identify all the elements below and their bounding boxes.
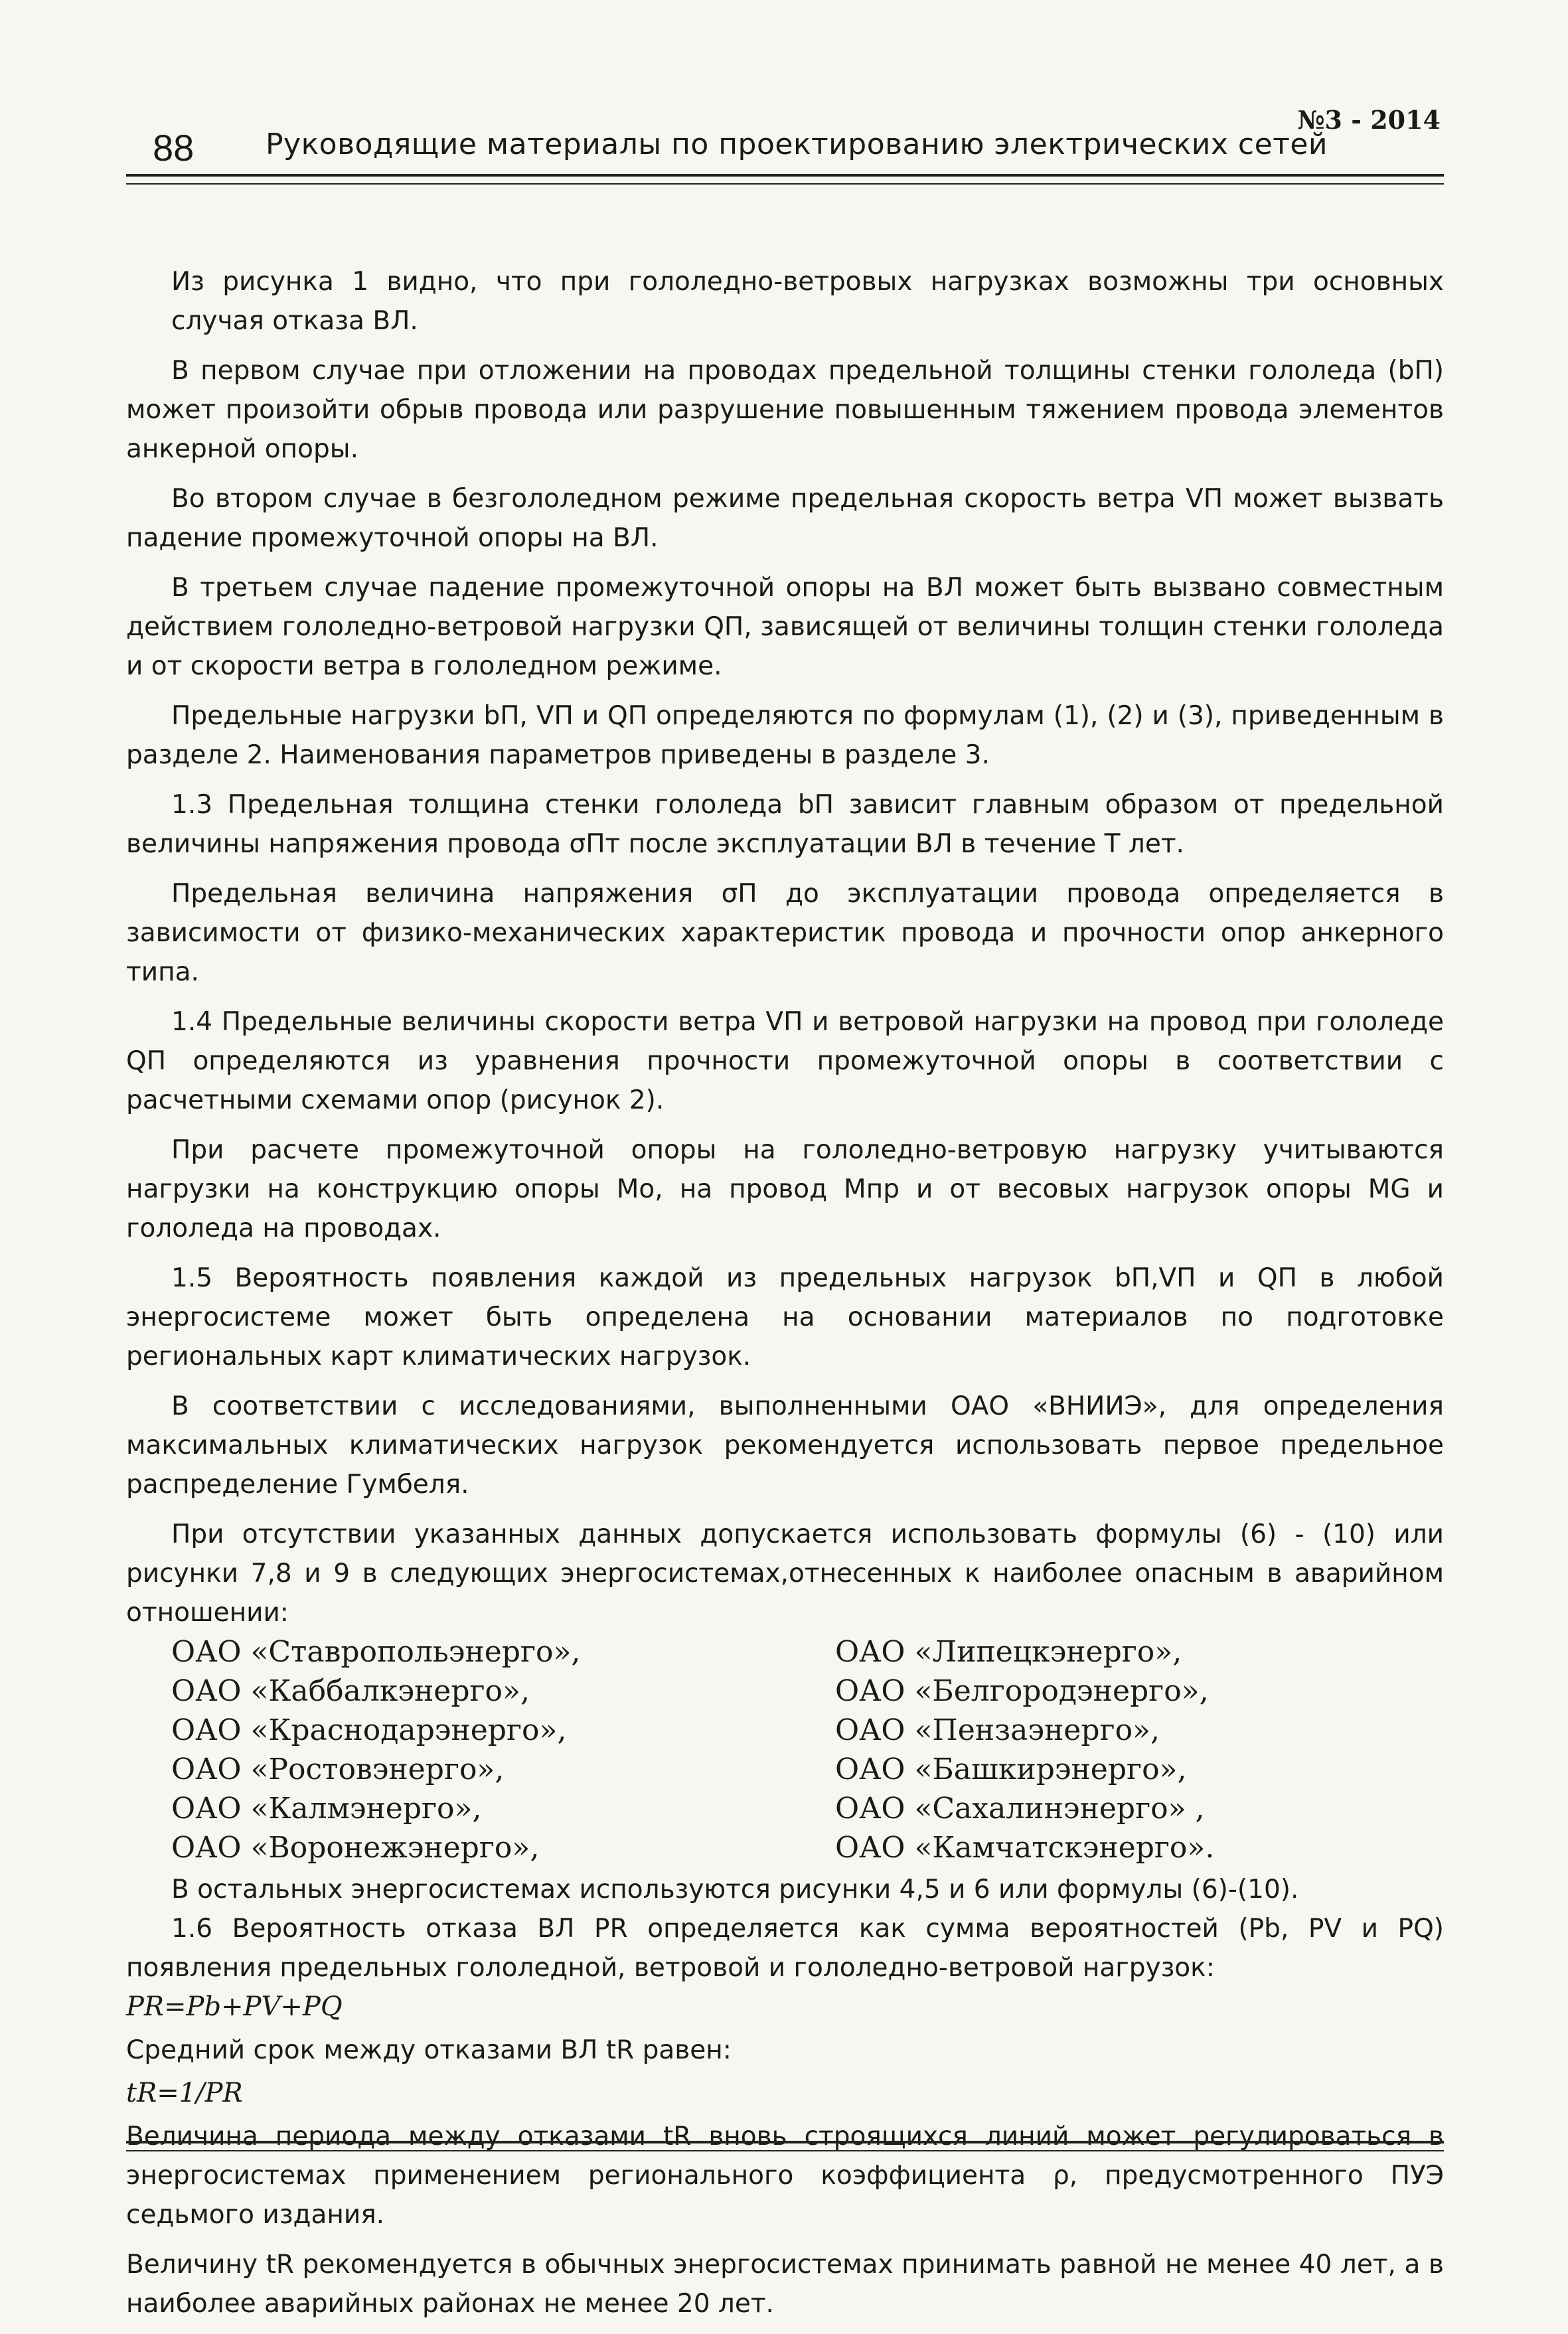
paragraph: Из рисунка 1 видно, что при гололедно-ветровых нагрузках возможны три основных случая отказа ВЛ. xyxy=(171,267,1444,336)
paragraph: 1.5 Вероятность появления каждой из предельных нагрузок bП,VП и QП в любой энергосистеме может быть определена на основании материалов по подготовке региональных карт климатических нагрузок. xyxy=(126,1263,1444,1371)
paragraph: 1.4 Предельные величины скорости ветра VП и ветровой нагрузки на провод при гололеде QП определяются из уравнения прочности промежуточной опоры в соответствии с расчетными схемами опор (рисунок 2). xyxy=(126,1007,1444,1115)
page-number: 88 xyxy=(153,127,195,169)
organization-item: ОАО «Башкирэнерго», xyxy=(835,1752,1187,1786)
paragraph: В первом случае при отложении на проводах предельной толщины стенки гололеда (bП) может произойти обрыв провода или разрушение повышенным тяжением провода элементов анкерной опоры. xyxy=(126,356,1444,464)
paragraph: Средний срок между отказами ВЛ tR равен: xyxy=(126,2035,732,2065)
paragraph: В остальных энергосистемах используются рисунки 4,5 и 6 или формулы (6)-(10). xyxy=(171,1875,1299,1905)
paragraph: Предельные нагрузки bП, VП и QП определяются по формулам (1), (2) и (3), приведенным в разделе 2. Наименования параметров приведены в разделе 3. xyxy=(126,701,1444,770)
paragraph: 1.6 Вероятность отказа ВЛ PR определяется как сумма вероятностей (Pb, PV и PQ) появления предельных гололедной, ветровой и гололедно-ветровой нагрузок: xyxy=(126,1914,1444,1983)
paragraph: При расчете промежуточной опоры на гололедно-ветровую нагрузку учитываются нагрузки на конструкцию опоры Mо, на провод Mпр и от весовых нагрузок опоры MG и гололеда на проводах. xyxy=(126,1135,1444,1243)
paragraph: Величину tR рекомендуется в обычных энергосистемах принимать равной не менее 40 лет, а в наиболее аварийных районах не менее 20 лет. xyxy=(126,2250,1444,2319)
organization-item: ОАО «Краснодарэнерго», xyxy=(171,1713,567,1747)
paragraph: При отсутствии указанных данных допускается использовать формулы (6) - (10) или рисунки 7,8 и 9 в следующих энергосистемах,отнесенных к наиболее опасным в аварийном отношении: xyxy=(126,1519,1444,1628)
formula-period: tR=1/PR xyxy=(126,2078,243,2108)
organization-list xyxy=(126,1632,1444,1867)
page-header xyxy=(153,100,1441,169)
organization-item: ОАО «Липецкэнерго», xyxy=(835,1635,1182,1669)
organization-item: ОАО «Каббалкэнерго», xyxy=(171,1674,530,1708)
organization-item: ОАО «Белгородэнерго», xyxy=(835,1674,1209,1708)
paragraph: Предельная величина напряжения σП до эксплуатации провода определяется в зависимости от физико-механических характеристик провода и прочности опор анкерного типа. xyxy=(126,879,1444,987)
organization-item: ОАО «Ростовэнерго», xyxy=(171,1752,505,1786)
paragraph: В соответствии с исследованиями, выполненными ОАО «ВНИИЭ», для определения максимальных климатических нагрузок рекомендуется использовать первое предельное распределение Гумбеля. xyxy=(126,1391,1444,1500)
paragraph: Во втором случае в безгололедном режиме предельная скорость ветра VП может вызвать падение промежуточной опоры на ВЛ. xyxy=(126,484,1444,553)
organization-item: ОАО «Камчатскэнерго». xyxy=(835,1831,1215,1865)
issue-number: №3 - 2014 xyxy=(1297,105,1441,135)
header-rule xyxy=(126,174,1444,185)
running-title: Руководящие материалы по проектированию электрических сетей xyxy=(266,127,1328,161)
organization-item: ОАО «Воронежэнерго», xyxy=(171,1831,540,1865)
paragraph: В третьем случае падение промежуточной опоры на ВЛ может быть вызвано совместным действием гололедно-ветровой нагрузки QП, зависящей от величины толщин стенки гололеда и от скорости ветра в гололедном режиме. xyxy=(126,573,1444,681)
organization-item: ОАО «Калмэнерго», xyxy=(171,1792,482,1826)
formula-probability: PR=Pb+PV+PQ xyxy=(126,1991,343,2022)
footer-rule xyxy=(126,2141,1444,2151)
organization-item: ОАО «Сахалинэнерго» , xyxy=(835,1792,1205,1826)
paragraph: 1.3 Предельная толщина стенки гололеда bП зависит главным образом от предельной величины напряжения провода σПт после эксплуатации ВЛ в течение Т лет. xyxy=(126,790,1444,859)
article-body xyxy=(126,262,1444,2334)
organization-item: ОАО «Ставропольэнерго», xyxy=(171,1635,581,1669)
organization-item: ОАО «Пензаэнерго», xyxy=(835,1713,1160,1747)
paragraph: Величина периода между отказами tR вновь строящихся линий может регулироваться в энергосистемах применением регионального коэффициента ρ, предусмотренного ПУЭ седьмого издания. xyxy=(126,2122,1444,2230)
